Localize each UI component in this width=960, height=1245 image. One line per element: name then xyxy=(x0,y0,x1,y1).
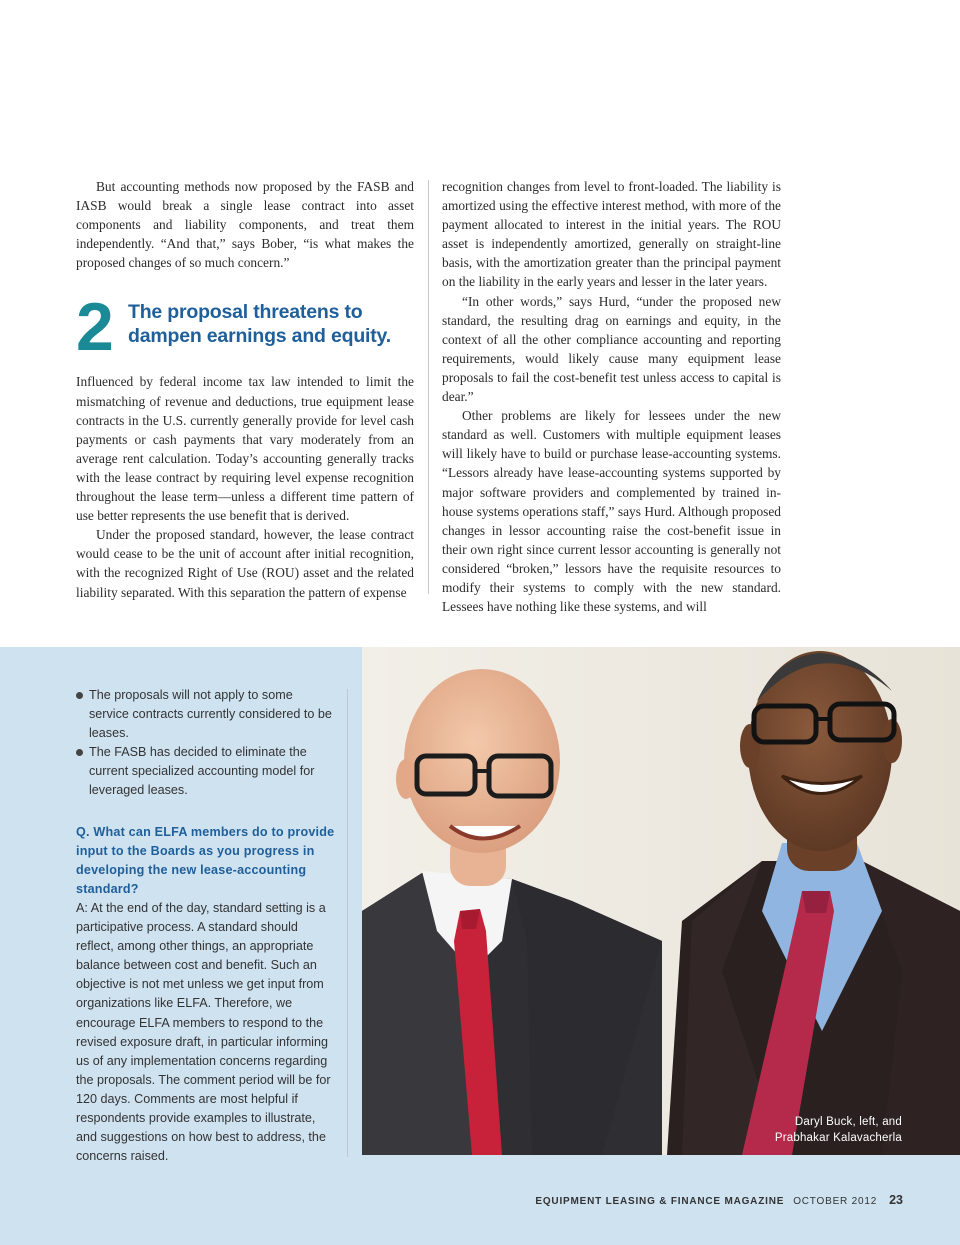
portrait-photo xyxy=(362,611,960,1155)
portrait-photo-illustration xyxy=(362,611,960,1155)
section-heading-text xyxy=(128,300,391,348)
column-divider xyxy=(428,180,429,594)
article-paragraph: Other problems are likely for lessees under the new standard as well. Customers with multiple equipment leases will likely have to build or purchase lease-accounting systems. “Lessors already have lease-accounting systems supported by major software providers and complemented by trained in-house systems operations staff,” says Hurd. Although proposed changes in lessor accounting raise the cost-benefit issue in their own right since current lessor accounting is generally not considered “broken,” lessors have the requisite resources to modify their systems to comply with the new standard. Lessees have nothing like these systems, and will xyxy=(442,408,781,615)
section-number: 2 xyxy=(76,289,114,366)
bullet-icon xyxy=(76,692,83,699)
bullet-list xyxy=(76,686,336,801)
page-number: 23 xyxy=(889,1193,903,1207)
section-heading-line: dampen earnings and equity. xyxy=(128,325,391,348)
sidebar-interview xyxy=(76,686,336,1166)
list-item-text: The FASB has decided to eliminate the current specialized accounting model for leveraged leases. xyxy=(89,745,315,798)
section-heading-line: The proposal threatens to xyxy=(128,301,363,324)
article-paragraph: Influenced by federal income tax law intended to limit the mismatching of revenue and deductions, true equipment lease contracts in the U.S. currently generally provide for level cash payments or cash payments that vary moderately from an average rent calculation. Today’s accounting generally tracks with the lease contract by requiring level expense recognition throughout the lease term—unless a different time pattern of use better represents the use benefit that is derived. xyxy=(76,374,414,524)
list-item-text: The proposals will not apply to some service contracts currently considered to be leases. xyxy=(89,688,332,741)
caption-line: Prabhakar Kalavacherla xyxy=(774,1132,902,1144)
page-footer xyxy=(535,1193,903,1207)
interview-answer: A: At the end of the day, standard setting is a participative process. A standard should reflect, among other things, an appropriate balance between cost and benefit. Such an objective is not met unless we get input from organizations like ELFA. Therefore, we encourage ELFA members to respond to the revised exposure draft, in particular informing us of any implementation concerns regarding the proposals. The comment period will be for 120 days. Comments are most helpful if respondents provide examples to illustrate, and suggestions on how best to address, the concerns raised. xyxy=(76,900,331,1164)
article-paragraph: recognition changes from level to front-loaded. The liability is amortized using the effective interest method, with more of the payment allocated to interest in the initial years. The ROU asset is independently amortized, generally on straight-line basis, with the amortization greater than the principal payment on the liability in the early years and lesser in the later years. xyxy=(442,179,781,290)
bullet-icon xyxy=(76,749,83,756)
photo-caption xyxy=(775,1114,902,1146)
magazine-name: EQUIPMENT LEASING & FINANCE MAGAZINE xyxy=(535,1196,785,1207)
issue-date: OCTOBER 2012 xyxy=(793,1196,878,1207)
article-column-right xyxy=(442,177,781,616)
caption-line: Daryl Buck, left, and xyxy=(794,1116,902,1128)
list-item xyxy=(76,743,336,800)
list-item xyxy=(76,686,336,743)
sidebar-divider xyxy=(347,689,348,1157)
article-column-left xyxy=(76,177,414,602)
interview-question: Q. What can ELFA members do to provide input to the Boards as you progress in developing the new lease-accounting standard? xyxy=(76,824,335,896)
article-paragraph: “In other words,” says Hurd, “under the proposed new standard, the resulting drag on earnings and equity, in the context of all the other compliance accounting and reporting requirements, would likely cause many equipment lease proposals to fail the cost-benefit test unless access to capital is dear.” xyxy=(442,293,781,405)
article-paragraph: But accounting methods now proposed by the FASB and IASB would break a single lease contract into asset components and liability components, and treat them independently. “And that,” says Bober, “is what makes the proposed changes of so much concern.” xyxy=(76,179,414,271)
section-heading xyxy=(76,289,414,366)
article-paragraph: Under the proposed standard, however, the lease contract would cease to be the unit of account after initial recognition, with the recognized Right of Use (ROU) asset and the related liability separated. With this separation the pattern of expense xyxy=(76,527,414,600)
